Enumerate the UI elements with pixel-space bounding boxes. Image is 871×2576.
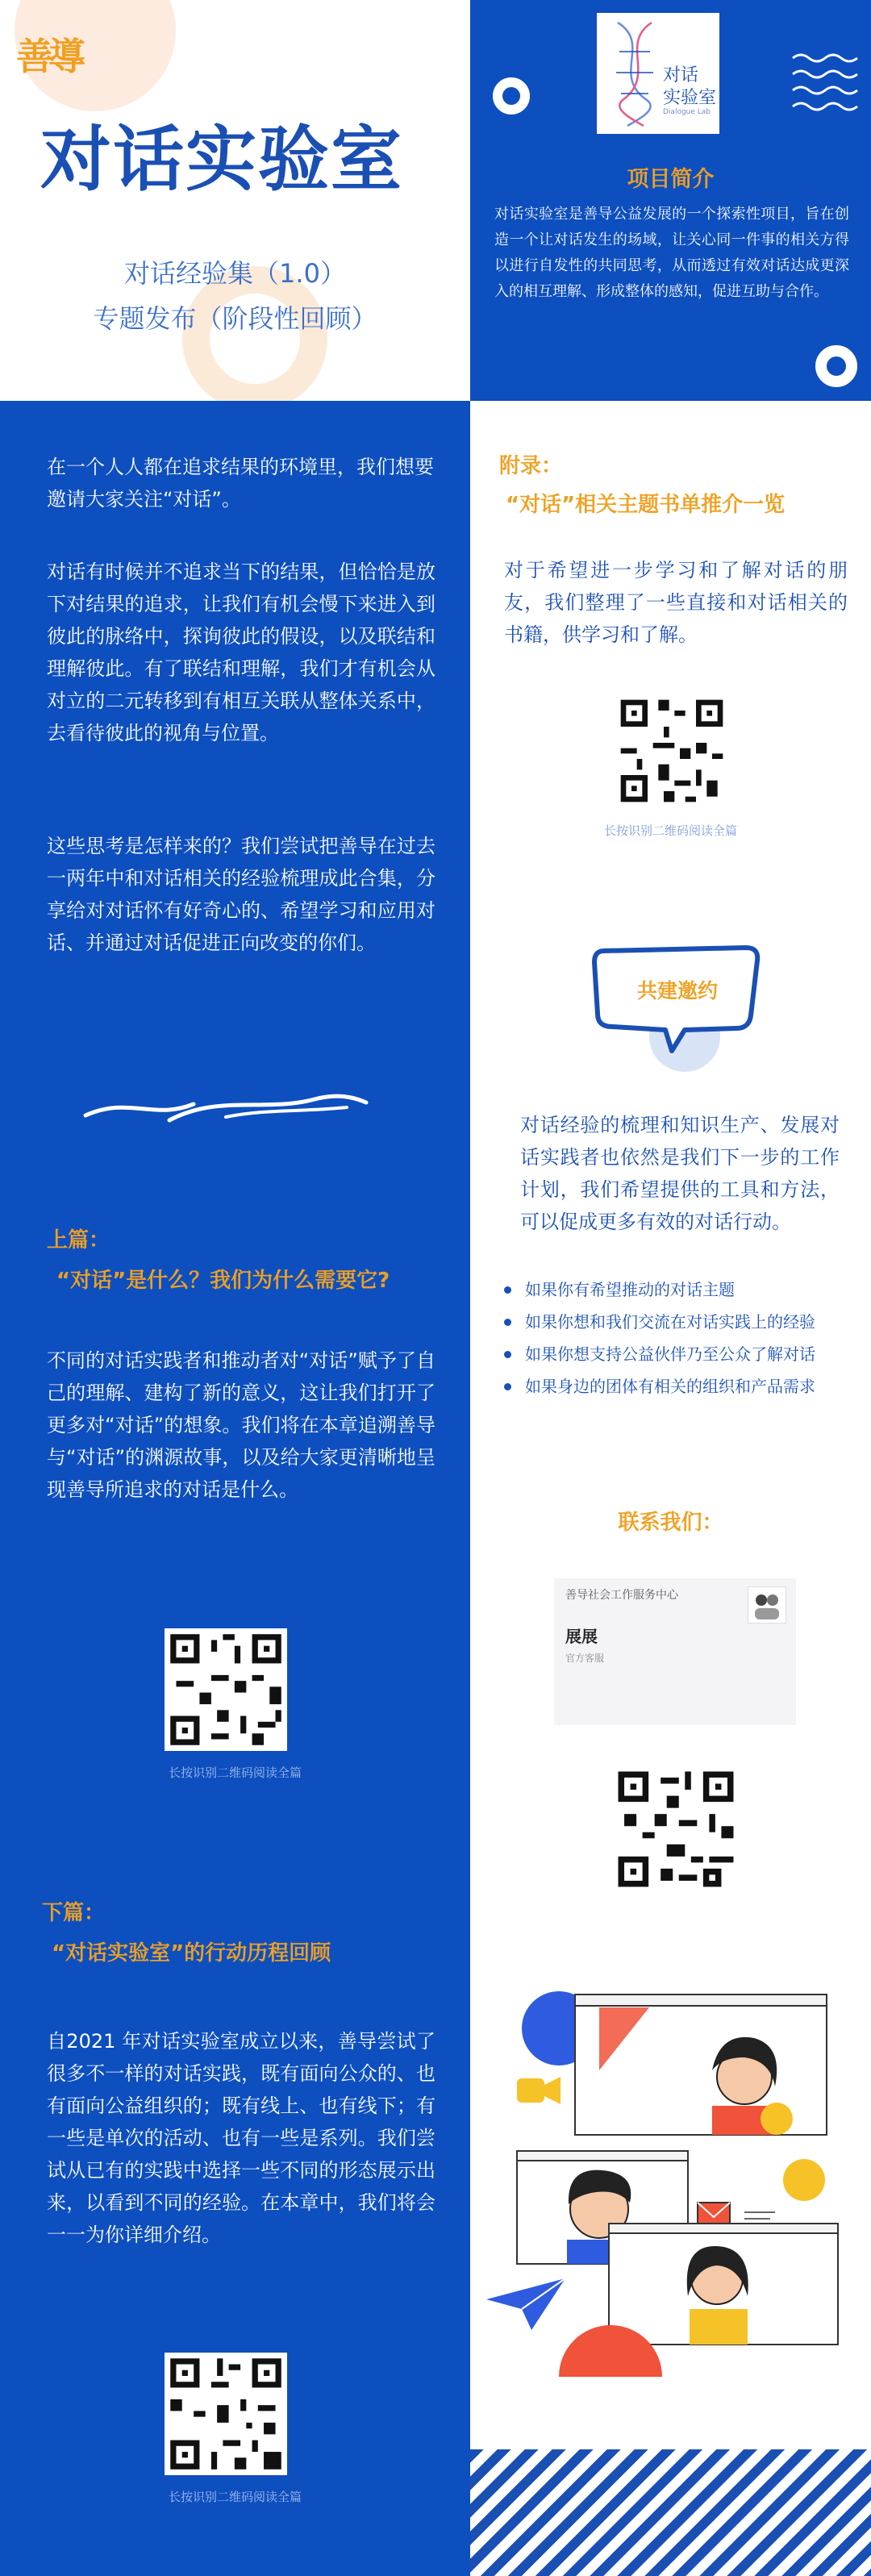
lab-logo-icon [603, 19, 668, 127]
qr-code-part1[interactable] [165, 1628, 287, 1751]
qr-caption-part2: 长按识别二维码阅读全篇 [168, 2490, 302, 2504]
header-right [470, 0, 871, 401]
qr-code-contact[interactable] [612, 1765, 740, 1893]
lab-logo-small: Dialogue Lab [663, 108, 711, 116]
invite-item-2: 如果你想和我们交流在对话实践上的经验 [504, 1306, 867, 1338]
decor-stripes [470, 2449, 871, 2576]
part1-body: 不同的对话实践者和推动者对“对话”赋予了自己的理解、建构了新的意义，这让我们打开了更多对“对话”的想象。我们将在本章追溯善导与“对话”的渊源故事，以及给大家更清晰地呈现善导所追求的对话是什么。 [47, 1349, 436, 1501]
qr-icon [165, 1628, 287, 1751]
qr-icon [615, 694, 728, 807]
invite-body: 对话经验的梳理和知识生产、发展对话实践者也依然是我们下一步的工作计划，我们希望提供的工具和方法，可以促成更多有效的对话行动。 [520, 1114, 840, 1233]
qr-code-part2[interactable] [165, 2353, 287, 2475]
contact-card[interactable] [554, 1578, 796, 1725]
header-left [0, 0, 470, 401]
qr-caption-appendix: 长按识别二维码阅读全篇 [603, 823, 737, 838]
decor-waves [791, 52, 861, 116]
part2-body: 自2021 年对话实验室成立以来，善导尝试了很多不一样的对话实践，既有面向公众的、也有面向公益组织的；既有线上、也有线下；有一些是单次的活动、也有一些是系列。我们尝试从已有的实践中选择一些不同的形态展示出来，以看到不同的经验。在本章中，我们将会一一为你详细介绍。 [47, 2030, 436, 2246]
right-column [470, 401, 871, 2576]
part2-label: 下篇： [42, 1901, 106, 1925]
intro-paragraph-2: 对话有时候并不追求当下的结果，但恰恰是放下对结果的追求，让我们有机会慢下来进入到彼此的脉络中，探询彼此的假设，以及联结和理解彼此。有了联结和理解，我们才有机会从对立的二元转移到有相互关联从整体关系中，去看待彼此的视角与位置。 [47, 561, 436, 744]
qr-icon [165, 2353, 287, 2475]
invite-item-3: 如果你想支持公益伙伴乃至公众了解对话 [504, 1338, 867, 1370]
shandao-logo [16, 27, 105, 84]
logo-text: 善導 [16, 35, 81, 78]
decor-ring-bottom-right [815, 345, 857, 387]
contact-name: 展展 [565, 1627, 598, 1646]
page-title: 对话实验室 [40, 118, 404, 201]
appendix-body: 对于希望进一步学习和了解对话的朋友，我们整理了一些直接和对话相关的书籍，供学习和了解。 [504, 559, 848, 646]
intro-paragraph-1: 在一个人人都在追求结果的环境里，我们想要邀请大家关注“对话”。 [47, 456, 434, 511]
invite-badge: 共建邀约 [636, 979, 718, 1002]
lab-logo-card [597, 13, 719, 134]
contact-org: 善导社会工作服务中心 [565, 1589, 678, 1602]
part2-title: “对话实验室”的行动历程回顾 [52, 1941, 331, 1965]
part1-title: “对话”是什么？我们为什么需要它? [56, 1269, 390, 1293]
qr-caption-part1: 长按识别二维码阅读全篇 [168, 1765, 302, 1780]
qr-icon [612, 1765, 740, 1893]
contact-heading: 联系我们： [618, 1511, 723, 1535]
subtitle-line2: 专题发布（阶段性回顾） [93, 303, 377, 334]
part1-label: 上篇： [47, 1228, 110, 1253]
intro-paragraph-3: 这些思考是怎样来的？我们尝试把善导在过去一两年中和对话相关的经验梳理成此合集，分享给对对话怀有好奇心的、希望学习和应用对话、并通过对话促进正向改变的你们。 [47, 835, 436, 954]
lab-logo-line1: 对话 [663, 65, 699, 85]
appendix-label: 附录： [499, 454, 563, 478]
invite-item-1: 如果你有希望推动的对话主题 [504, 1273, 867, 1306]
decor-ring-left [493, 77, 530, 115]
avatar [748, 1586, 786, 1624]
invite-item-4: 如果身边的团体有相关的组织和产品需求 [504, 1370, 867, 1403]
qr-code-appendix[interactable] [615, 694, 728, 807]
appendix-title: “对话”相关主题书单推介一览 [506, 493, 786, 517]
left-column [0, 401, 470, 2576]
intro-heading: 项目简介 [627, 167, 715, 192]
intro-body: 对话实验室是善导公益发展的一个探索性项目，旨在创造一个让对话发生的场域，让关心同一件事的相关方得以进行自发性的共同思考，从而透过有效对话达成更深入的相互理解、形成整体的感知，促进互助与合作。 [494, 206, 849, 300]
video-call-illustration [470, 1957, 871, 2377]
invite-list [504, 1273, 867, 1403]
decor-swoosh [81, 1088, 371, 1128]
subtitle-line1: 对话经验集（1.0） [124, 258, 346, 289]
lab-logo-line2: 实验室 [663, 88, 717, 108]
invite-badge-shape [588, 941, 765, 1078]
contact-role: 官方客服 [565, 1653, 605, 1664]
